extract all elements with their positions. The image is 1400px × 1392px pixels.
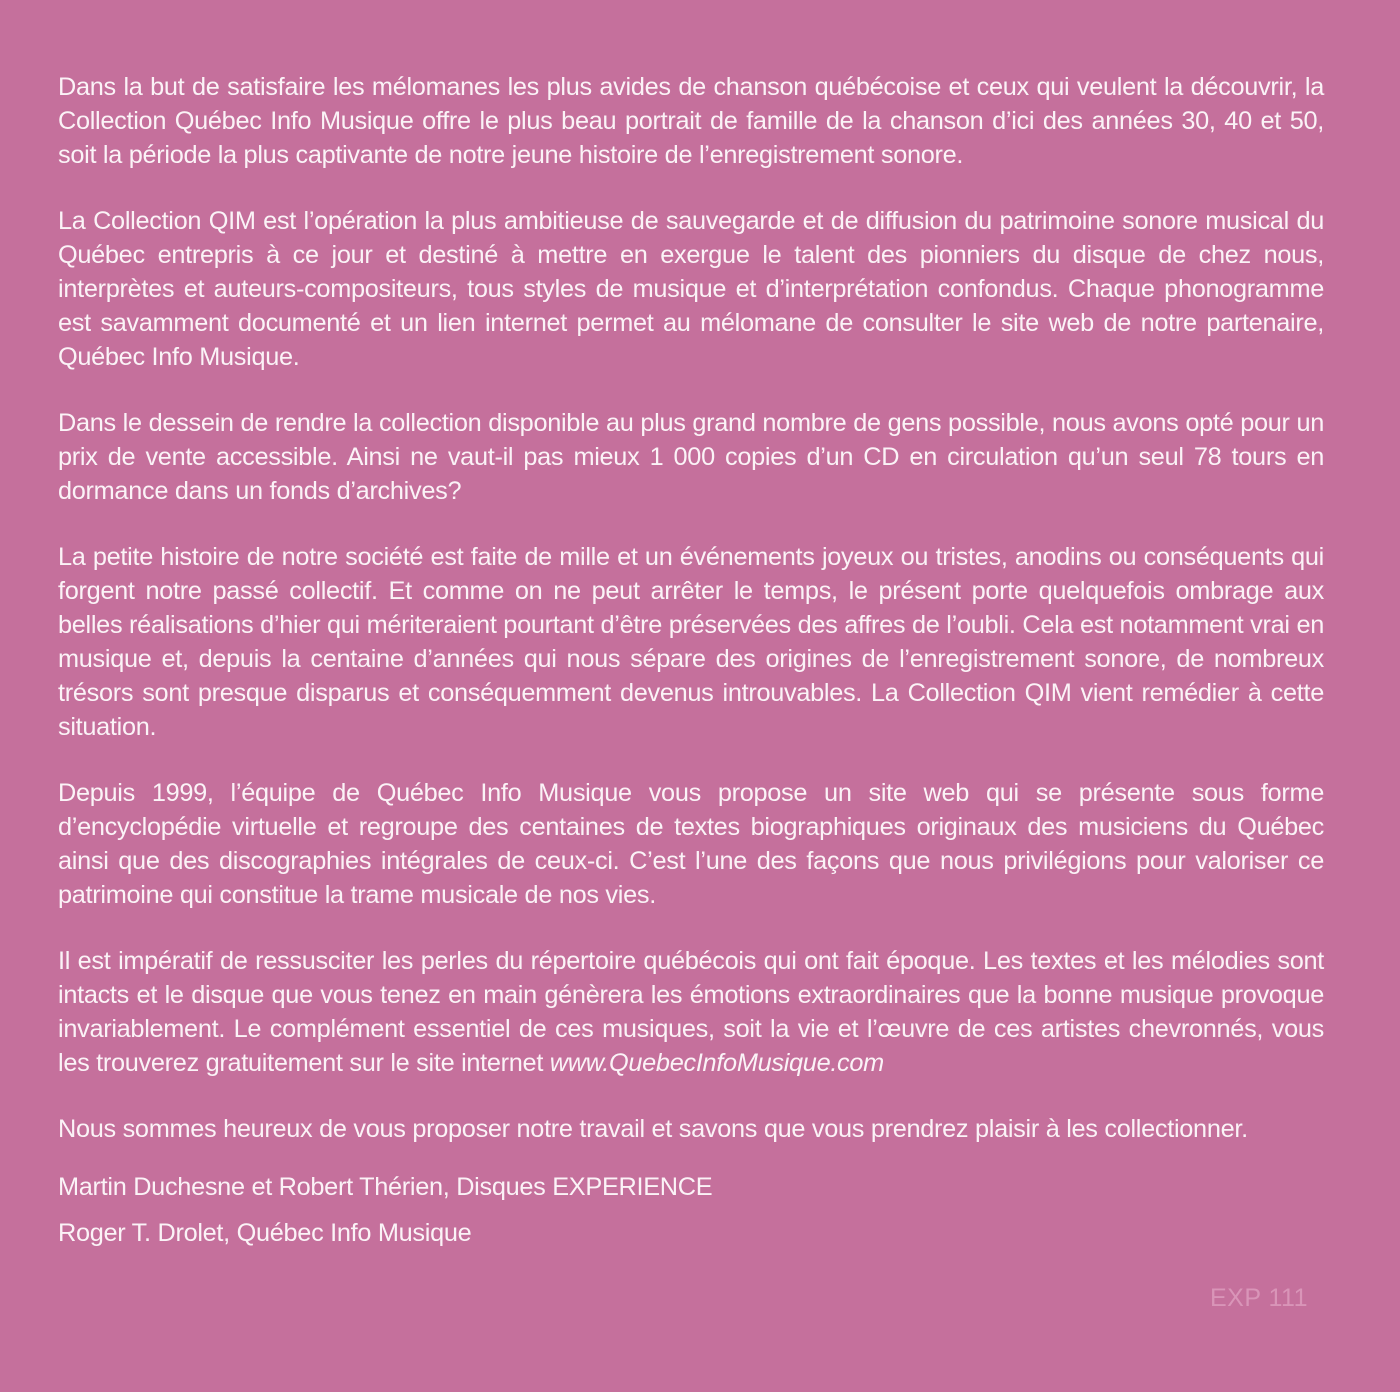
paragraph-website: Depuis 1999, l’équipe de Québec Info Musique vous propose un site web qui se présente sous forme d’encyclopédie virtuelle et regroupe des centaines de textes biographiques originaux des musiciens du Québec ainsi que des discographies intégrales de ceux-ci. C’est l’une des façons que nous privilégions pour valoriser ce patrimoine qui constitue la trame musicale de nos vies. xyxy=(58,779,1324,909)
signature-experience: Martin Duchesne et Robert Thérien, Disques EXPERIENCE xyxy=(58,1173,713,1201)
paragraph-closing: Nous sommes heureux de vous proposer notre travail et savons que vous prendrez plaisir à les collectionner. xyxy=(58,1115,1248,1143)
paragraph-collection: La Collection QIM est l’opération la plus ambitieuse de sauvegarde et de diffusion du patrimoine sonore musical du Québec entrepris à ce jour et destiné à mettre en exergue le talent des pionniers du disque de chez nous, interprètes et auteurs-compositeurs, tous styles de musique et d’interprétation confondus. Chaque phonogramme est savamment documenté et un lien internet permet au mélomane de consulter le site web de notre partenaire, Québec Info Musique. xyxy=(58,207,1324,371)
website-link[interactable]: www.QuebecInfoMusique.com xyxy=(549,1049,884,1077)
paragraph-price: Dans le dessein de rendre la collection disponible au plus grand nombre de gens possible, nous avons opté pour un prix de vente accessible. Ainsi ne vaut-il pas mieux 1 000 copies d’un CD en circulation qu’un seul 78 tours en dormance dans un fonds d’archives? xyxy=(58,409,1324,505)
signatures xyxy=(58,1170,712,1262)
signature-qim: Roger T. Drolet, Québec Info Musique xyxy=(58,1219,472,1247)
paragraph-history: La petite histoire de notre société est faite de mille et un événements joyeux ou tristes, anodins ou conséquents qui forgent notre passé collectif. Et comme on ne peut arrêter le temps, le présent porte quelquefois ombrage aux belles réalisations d’hier qui mériteraient pourtant d’être préservées des affres de l’oubli. Cela est notamment vrai en musique et, depuis la centaine d’années qui nous sépare des origines de l’enregistrement sonore, de nombreux trésors sont presque disparus et conséquemment devenus introuvables. La Collection QIM vient remédier à cette situation. xyxy=(58,543,1324,741)
paragraph-heritage-text: Il est impératif de ressusciter les perles du répertoire québécois qui ont fait époque. Les textes et les mélodies sont intacts et le disque que vous tenez en main génèrera les émotions extraordinaires que la bonne musique provoque invariablement. Le complément essentiel de ces musiques, soit la vie et l’œuvre de ces artistes chevronnés, vous les trouverez gratuitement sur le site internet xyxy=(58,947,1324,1077)
catalog-number: EXP 111 xyxy=(1209,1284,1308,1312)
paragraph-intro: Dans la but de satisfaire les mélomanes les plus avides de chanson québécoise et ceux qui veulent la découvrir, la Collection Québec Info Musique offre le plus beau portrait de famille de la chanson d’ici des années 30, 40 et 50, soit la période la plus captivante de notre jeune histoire de l’enregistrement sonore. xyxy=(58,73,1324,169)
paragraph-heritage xyxy=(58,944,1324,1080)
body-text xyxy=(58,70,1324,1178)
